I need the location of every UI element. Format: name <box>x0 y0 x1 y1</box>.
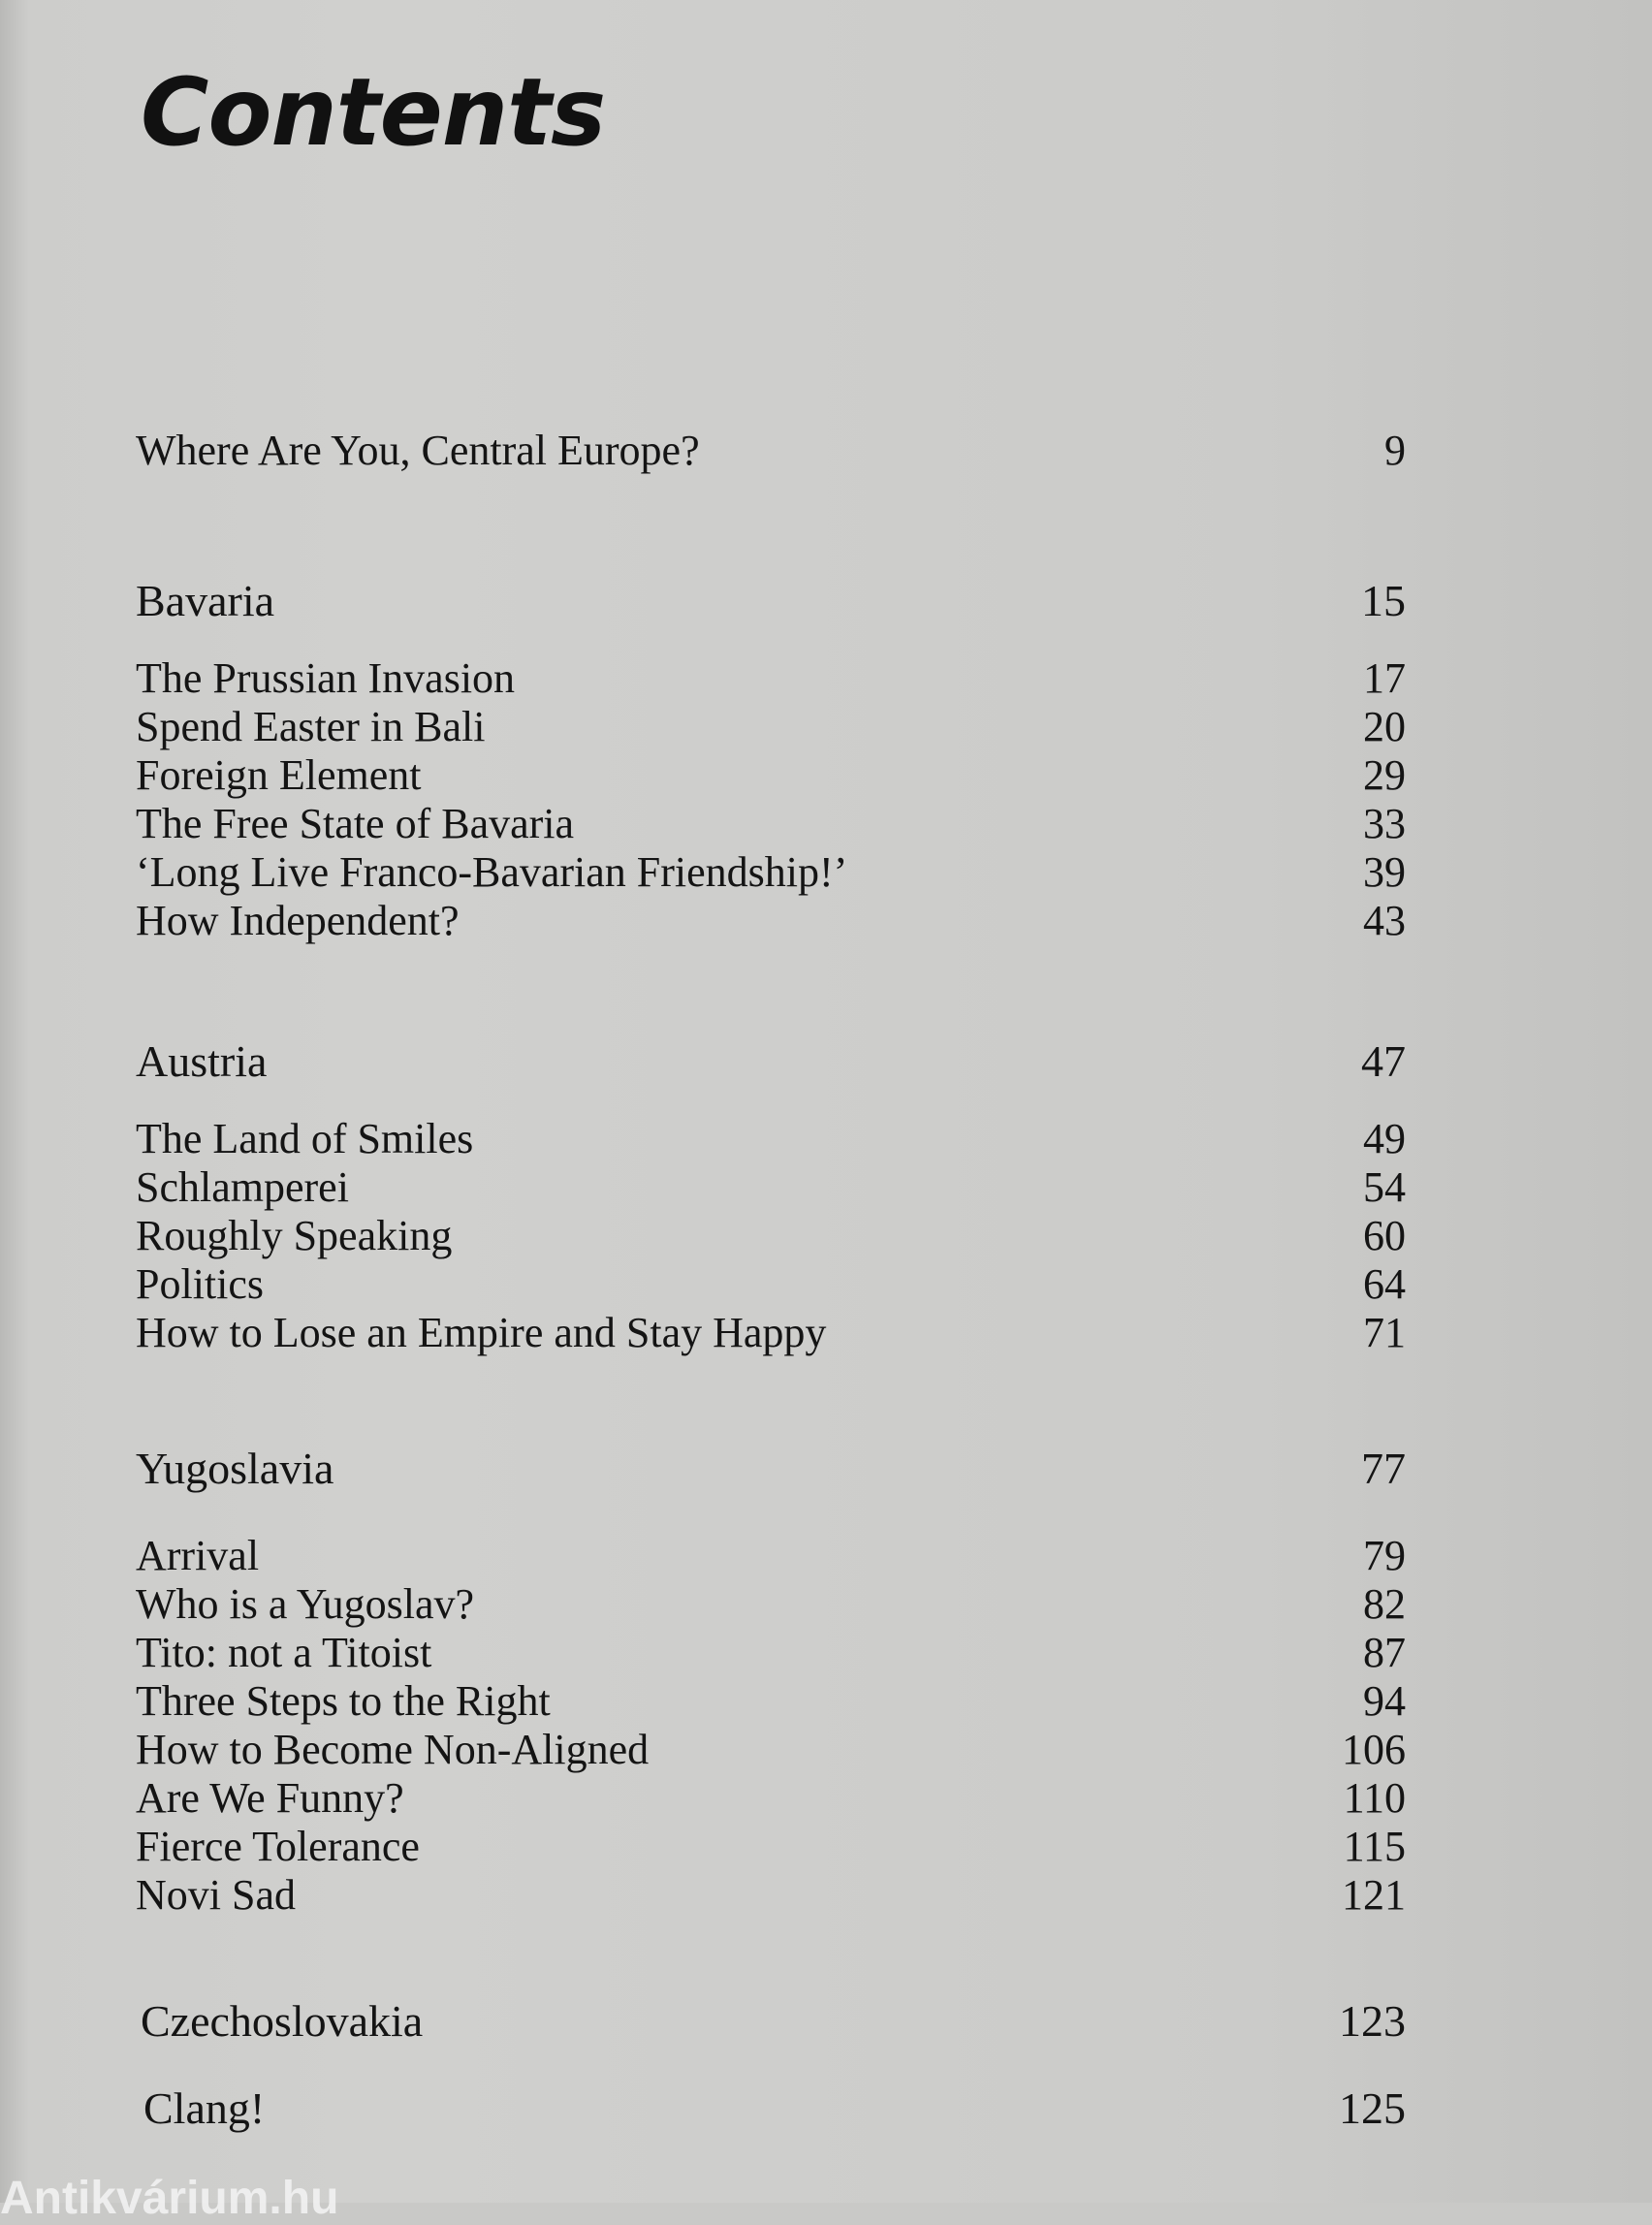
entry-title: Roughly Speaking <box>136 1212 453 1259</box>
entry-title: Arrival <box>136 1532 260 1579</box>
entry-title: ‘Long Live Franco-Bavarian Friendship!’ <box>136 848 848 896</box>
entry-title: How to Become Non-Aligned <box>136 1726 650 1773</box>
entry-page: 33 <box>1363 800 1406 847</box>
toc-section <box>136 1445 1406 1493</box>
section-title: Bavaria <box>136 576 275 625</box>
toc-entry <box>136 1163 1406 1212</box>
entry-page: 79 <box>1363 1532 1406 1579</box>
entry-title: The Prussian Invasion <box>136 654 516 702</box>
entry-title: Tito: not a Titoist <box>136 1629 432 1676</box>
toc-entry <box>136 1212 1406 1260</box>
entry-page: 64 <box>1363 1260 1406 1308</box>
entry-title: Spend Easter in Bali <box>136 703 486 750</box>
toc-entry <box>136 1677 1406 1726</box>
entry-page: 110 <box>1343 1774 1406 1822</box>
entry-title: How to Lose an Empire and Stay Happy <box>136 1309 827 1356</box>
section-page: 123 <box>1339 1996 1406 2046</box>
entry-title: Three Steps to the Right <box>136 1677 551 1725</box>
toc-section <box>143 2084 1406 2133</box>
section-page: 125 <box>1339 2083 1406 2133</box>
entry-page: 9 <box>1384 427 1406 474</box>
toc-entry <box>136 427 1406 475</box>
section-page: 47 <box>1361 1036 1406 1086</box>
toc-section <box>136 1037 1406 1086</box>
toc-entry <box>136 1726 1406 1774</box>
entry-title: Novi Sad <box>136 1871 296 1919</box>
toc-entry <box>136 1774 1406 1823</box>
toc-entry <box>136 751 1406 800</box>
entry-title: Who is a Yugoslav? <box>136 1580 475 1628</box>
entry-title: Are We Funny? <box>136 1774 404 1822</box>
toc-entry <box>136 1115 1406 1163</box>
entry-title: Foreign Element <box>136 751 422 799</box>
entry-page: 54 <box>1363 1163 1406 1211</box>
entry-page: 60 <box>1363 1212 1406 1259</box>
toc-entry <box>136 1532 1406 1580</box>
section-title: Yugoslavia <box>136 1444 334 1493</box>
toc-entry <box>136 1260 1406 1309</box>
toc-entry <box>136 703 1406 751</box>
entry-page: 29 <box>1363 751 1406 799</box>
entry-title: How Independent? <box>136 897 460 944</box>
toc-entry <box>136 1871 1406 1920</box>
entry-title: The Free State of Bavaria <box>136 800 575 847</box>
entry-title: Fierce Tolerance <box>136 1823 420 1870</box>
section-title: Clang! <box>143 2083 266 2133</box>
entry-page: 115 <box>1343 1823 1406 1870</box>
entry-page: 49 <box>1363 1115 1406 1162</box>
entry-title: Schlamperei <box>136 1163 349 1211</box>
toc-entry <box>136 1629 1406 1677</box>
entry-page: 43 <box>1363 897 1406 944</box>
entry-page: 71 <box>1363 1309 1406 1356</box>
toc-entry <box>136 800 1406 848</box>
entry-page: 17 <box>1363 654 1406 702</box>
watermark: Antikvárium.hu <box>0 2173 339 2224</box>
entry-page: 87 <box>1363 1629 1406 1676</box>
toc-section <box>136 577 1406 625</box>
entry-title: Politics <box>136 1260 265 1308</box>
entry-page: 20 <box>1363 703 1406 750</box>
entry-title: The Land of Smiles <box>136 1115 474 1162</box>
toc-entry <box>136 1309 1406 1357</box>
toc-section <box>141 1997 1406 2046</box>
entry-page: 39 <box>1363 848 1406 896</box>
toc-entry <box>136 654 1406 703</box>
entry-page: 106 <box>1342 1726 1406 1773</box>
toc-entry <box>136 897 1406 945</box>
section-title: Czechoslovakia <box>141 1996 424 2046</box>
page-title: Contents <box>141 58 606 167</box>
section-title: Austria <box>136 1036 268 1086</box>
entry-page: 82 <box>1363 1580 1406 1628</box>
section-page: 15 <box>1361 576 1406 625</box>
entry-title: Where Are You, Central Europe? <box>136 427 700 474</box>
toc-entry <box>136 848 1406 897</box>
entry-page: 94 <box>1363 1677 1406 1725</box>
toc-entry <box>136 1580 1406 1629</box>
section-page: 77 <box>1361 1444 1406 1493</box>
toc-entry <box>136 1823 1406 1871</box>
entry-page: 121 <box>1342 1871 1406 1919</box>
